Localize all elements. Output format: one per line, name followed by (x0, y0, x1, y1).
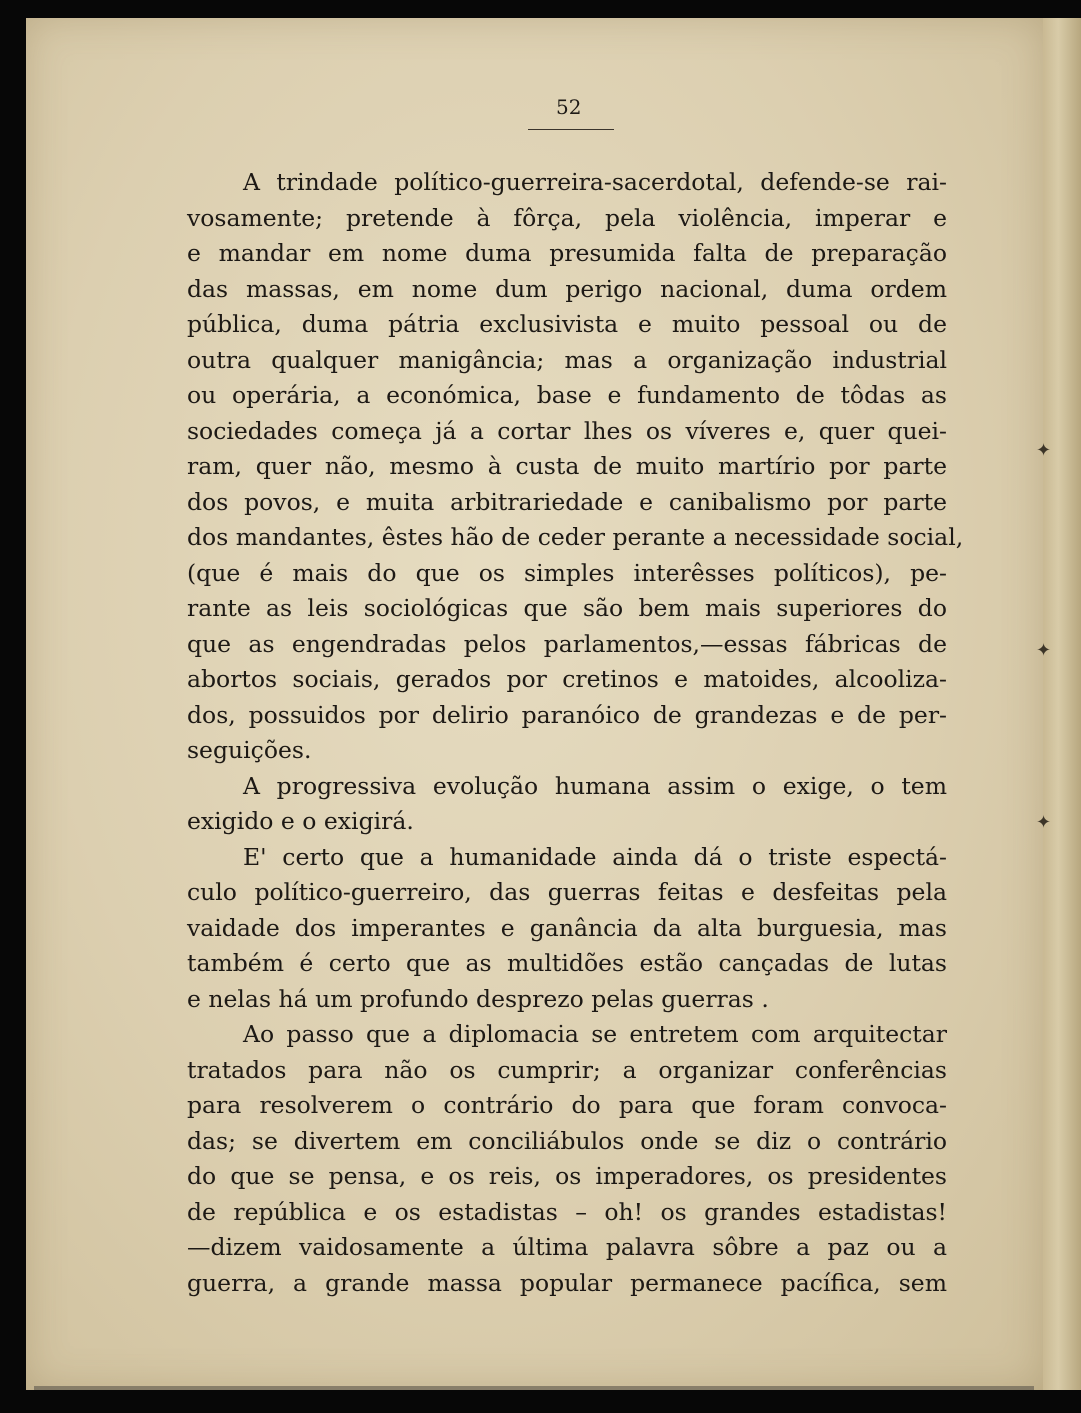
text-line: das massas, em nome dum perigo nacional, duma ordem (187, 274, 947, 303)
text-line: do que se pensa, e os reis, os imperadores, os presidentes (187, 1162, 947, 1190)
text-line: vaidade dos imperantes e ganância da alta burguesia, mas (187, 913, 947, 942)
margin-mark-icon: ✦ (1036, 440, 1052, 461)
body-text (187, 165, 964, 1301)
page-edge (1043, 18, 1081, 1390)
text-line: exigido e o exigirá. (187, 807, 414, 835)
text-line: abortos sociais, gerados por cretinos e matoides, alcooliza- (187, 665, 947, 693)
text-line: dos, possuidos por delirio paranóico de grandezas e de per- (187, 700, 947, 729)
margin-mark-icon: ✦ (1036, 640, 1052, 661)
text-line: A progressiva evolução humana assim o exige, o tem (243, 771, 947, 800)
text-line: pública, duma pátria exclusivista e muito pessoal ou de (187, 310, 947, 338)
text-line: ou operária, a económica, base e fundamento de tôdas as (187, 381, 947, 409)
text-line: dos povos, e muita arbitrariedade e canibalismo por parte (187, 487, 947, 516)
text-line: vosamente; pretende à fôrça, pela violência, imperar e (187, 203, 947, 232)
text-line: —dizem vaidosamente a última palavra sôbre a paz ou a (187, 1233, 947, 1261)
text-line: guerra, a grande massa popular permanece pacífica, sem (187, 1268, 947, 1297)
text-line: ram, quer não, mesmo à custa de muito martírio por parte (187, 452, 947, 480)
text-line: tratados para não os cumprir; a organizar conferências (187, 1055, 947, 1084)
bottom-border (34, 1386, 1034, 1390)
text-line: culo político-guerreiro, das guerras feitas e desfeitas pela (187, 878, 947, 906)
text-line: E' certo que a humanidade ainda dá o triste espectá- (243, 842, 947, 871)
text-line: A trindade político-guerreira-sacerdotal, defende-se rai- (243, 168, 947, 196)
text-line: e mandar em nome duma presumida falta de preparação (187, 239, 947, 267)
text-line: sociedades começa já a cortar lhes os víveres e, quer quei- (187, 416, 947, 445)
margin-mark-icon: ✦ (1036, 812, 1052, 833)
text-line: das; se divertem em conciliábulos onde se diz o contrário (187, 1126, 947, 1155)
text-line: dos mandantes, êstes hão de ceder perante a necessidade social, (187, 523, 964, 551)
text-line: para resolverem o contrário do para que foram convoca- (187, 1091, 947, 1119)
header-rule (528, 129, 614, 130)
text-line: (que é mais do que os simples interêsses políticos), pe- (187, 558, 947, 587)
text-line: Ao passo que a diplomacia se entretem com arquitectar (243, 1020, 947, 1048)
text-line: seguições. (187, 736, 312, 764)
text-line: também é certo que as multidões estão cançadas de lutas (187, 949, 947, 977)
text-line: e nelas há um profundo desprezo pelas guerras . (187, 984, 769, 1013)
text-line: de república e os estadistas – oh! os grandes estadistas! (187, 1197, 947, 1226)
page-number: 52 (556, 95, 582, 119)
text-line: rante as leis sociológicas que são bem mais superiores do (187, 594, 947, 622)
text-line: que as engendradas pelos parlamentos,—essas fábricas de (187, 629, 947, 658)
text-line: outra qualquer manigância; mas a organização industrial (187, 345, 947, 374)
